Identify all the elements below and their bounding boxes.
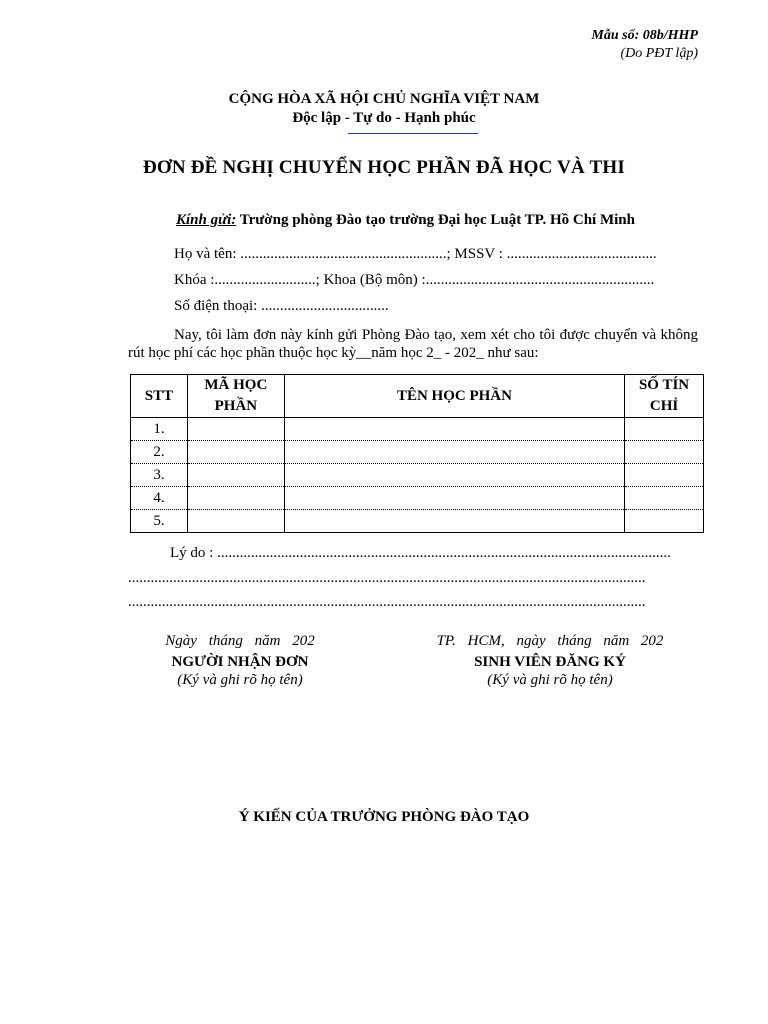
receiver-note: (Ký và ghi rõ họ tên) — [177, 672, 303, 688]
header-credits: SỐ TÍN CHỈ — [625, 375, 704, 418]
recipient-name: Trường phòng Đào tạo trường Đại học Luật TP. Hồ Chí Minh — [236, 212, 635, 228]
header-course-code: MÃ HỌC PHẦN — [187, 375, 284, 418]
recipient-line — [176, 212, 635, 229]
form-code: Mẫu số: 08b/HHP — [591, 28, 698, 43]
row-stt: 2. — [131, 441, 188, 464]
form-issuer: (Do PĐT lập) — [620, 46, 698, 61]
row-course-code[interactable] — [187, 418, 284, 441]
row-credits[interactable] — [625, 510, 704, 533]
page-title: ĐƠN ĐỀ NGHỊ CHUYỂN HỌC PHẦN ĐÃ HỌC VÀ THI — [142, 157, 625, 178]
intro-paragraph: Nay, tôi làm đơn này kính gửi Phòng Đào tạo, xem xét cho tôi được chuyển và không rút học phí các học phần thuộc học kỳ__năm học 2_ - 202_ như sau: — [128, 327, 698, 361]
course-table — [130, 374, 704, 533]
row-stt: 5. — [131, 510, 188, 533]
row-course-name[interactable] — [284, 441, 624, 464]
student-note: (Ký và ghi rõ họ tên) — [487, 672, 613, 688]
row-stt: 3. — [131, 464, 188, 487]
row-course-name[interactable] — [284, 487, 624, 510]
row-course-name[interactable] — [284, 418, 624, 441]
opinion-heading: Ý KIẾN CỦA TRƯỞNG PHÒNG ĐÀO TẠO — [238, 809, 530, 825]
reason-field[interactable]: Lý do : ......................................................................................................................... — [170, 545, 671, 561]
table-row — [131, 441, 704, 464]
row-course-code[interactable] — [187, 510, 284, 533]
name-field[interactable]: Họ và tên: .......................................................; MSSV : ........................................ — [174, 246, 657, 262]
row-course-name[interactable] — [284, 510, 624, 533]
reason-line-2[interactable]: .......................................................................................................................................... — [128, 570, 646, 586]
row-credits[interactable] — [625, 441, 704, 464]
student-date: TP. HCM, ngày tháng năm 202 — [436, 633, 664, 649]
table-header-row — [131, 375, 704, 418]
signature-block-student — [420, 633, 680, 689]
row-credits[interactable] — [625, 418, 704, 441]
form-code-block — [591, 27, 698, 63]
row-stt: 1. — [131, 418, 188, 441]
row-course-code[interactable] — [187, 464, 284, 487]
course-field[interactable]: Khóa :...........................; Khoa (Bộ môn) :............................................................. — [174, 272, 655, 288]
recipient-label: Kính gửi: — [176, 212, 237, 228]
signature-block-receiver — [110, 633, 370, 689]
motto-underline — [348, 133, 478, 134]
row-course-code[interactable] — [187, 441, 284, 464]
receiver-role: NGƯỜI NHẬN ĐƠN — [171, 654, 309, 670]
row-credits[interactable] — [625, 487, 704, 510]
nation-header: CỘNG HÒA XÃ HỘI CHỦ NGHĨA VIỆT NAM — [228, 91, 540, 107]
row-credits[interactable] — [625, 464, 704, 487]
header-course-name: TÊN HỌC PHẦN — [284, 375, 624, 418]
motto: Độc lập - Tự do - Hạnh phúc — [292, 110, 476, 126]
reason-line-3[interactable]: .......................................................................................................................................... — [128, 594, 646, 610]
student-role: SINH VIÊN ĐĂNG KÝ — [474, 654, 626, 670]
table-row — [131, 510, 704, 533]
row-course-name[interactable] — [284, 464, 624, 487]
row-course-code[interactable] — [187, 487, 284, 510]
header-stt: STT — [131, 375, 188, 418]
row-stt: 4. — [131, 487, 188, 510]
phone-field[interactable]: Số điện thoại: .................................. — [174, 298, 389, 314]
table-row — [131, 487, 704, 510]
table-row — [131, 418, 704, 441]
receiver-date: Ngày tháng năm 202 — [165, 633, 315, 649]
table-row — [131, 464, 704, 487]
